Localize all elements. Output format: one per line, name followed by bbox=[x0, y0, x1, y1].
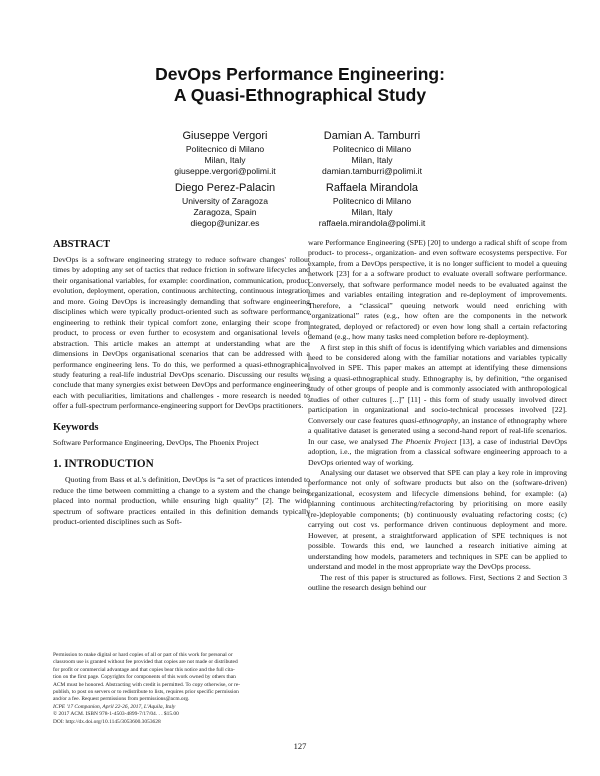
permission-line: tion on the first page. Copyrights for components of this work owned by others than bbox=[53, 674, 236, 681]
author-email[interactable]: giuseppe.vergori@polimi.it bbox=[174, 166, 276, 176]
introduction-text: Quoting from Bass et al.'s definition, DevOps is “a set of practices intended to reduce the time between committing a change to a system and the change being placed into normal production, while ensuring high quality” [2]. The wide spectrum of software practices entailed in this definition demands typically product-oriented disciplines such as Soft- bbox=[53, 475, 310, 527]
left-column bbox=[53, 238, 310, 528]
permission-line: Permission to make digital or hard copies of all or part of this work for personal or bbox=[53, 652, 233, 658]
doi-line[interactable]: DOI: http://dx.doi.org/10.1145/3053600.3053628 bbox=[53, 718, 161, 725]
author-location: Zaragoza, Spain bbox=[193, 207, 257, 217]
permission-line: for profit or commercial advantage and that copies bear this notice and the full cita- bbox=[53, 666, 235, 673]
author-location: Milan, Italy bbox=[204, 155, 246, 165]
author-block-4 bbox=[262, 182, 482, 229]
permission-line: and/or a fee. Request permissions from permissions@acm.org. bbox=[53, 696, 190, 703]
keywords-text: Software Performance Engineering, DevOps, The Phoenix Project bbox=[53, 437, 259, 447]
intro-paragraph-4: The rest of this paper is structured as follows. First, Sections 2 and Section 3 outline the research design behind our bbox=[308, 572, 567, 592]
page-number: 127 bbox=[293, 741, 307, 751]
keywords-heading: Keywords bbox=[53, 421, 99, 433]
permission-line: ACM must be honored. Abstracting with credit is permitted. To copy otherwise, or re- bbox=[53, 681, 241, 688]
permission-line: classroom use is granted without fee provided that copies are not made or distributed bbox=[53, 659, 238, 666]
introduction-heading: 1. INTRODUCTION bbox=[53, 458, 154, 471]
abstract-text: DevOps is a software engineering strategy to reduce software changes' rollout times by adopting any set of tactics that reduce friction in software lifecycles and their organisational variables, for example: coordination, communication, product evolution, deployment, operation, continuous architecting, continuous integration and more. Going DevOps is increasingly demanding that software engineering disciplines which were typically product-oriented such as software performance engineering to rethink their typical comfort zone, enlarging their scope from product, to process or even further to ecosystem and organisational levels of abstraction. This article makes an attempt at understanding what are the dimensions in DevOps organisational scenarios that can be addressed with a performance engineering lens. To do this, we performed a quasi-ethnographical study featuring a real-life industrial DevOps scenario. Discussing our results we conclude that many synergies exist between DevOps and performance engineering each with peculiarities, limitations and challenges - more research is needed to offer a full-spectrum performance-engineering support for DevOps practitioners. bbox=[53, 255, 310, 411]
author-email[interactable]: damian.tamburri@polimi.it bbox=[322, 166, 422, 176]
title-line-2: A Quasi-Ethnographical Study bbox=[173, 85, 427, 105]
text-run: , an instance of ethnography where a qualitative dataset is generated using a second-hand report of real-life scenarios. In our case, we analysed bbox=[308, 415, 567, 446]
paper-title bbox=[0, 64, 600, 106]
intro-paragraph-continued: ware Performance Engineering (SPE) [20] to undergo a radical shift of scope from product- to process-, organization- and even software ecosystems perspective. For example, from a DevOps perspective, it is no longer sufficient to model a queuing network [23] for a a software product to evaluate overall software performance. Conversely, that software performance model needs to be evaluated against the times and variables entailing integration and re-deployment of improvements. Therefore, a “classical” queuing network would need enriching with “organizational” rates (e.g., how often are the components in the network integrated, deployed or refactored) or even how long shall a certain refactoring demand (e.g., how many tasks need completion before re-deployment). bbox=[308, 238, 567, 342]
permission-notice bbox=[53, 652, 310, 726]
author-name: Diego Perez-Palacin bbox=[174, 182, 276, 194]
author-affiliation: Politecnico di Milano bbox=[332, 144, 412, 154]
emphasis-quasi-ethnography: quasi-ethnography bbox=[399, 415, 459, 425]
author-affiliation: Politecnico di Milano bbox=[185, 144, 265, 154]
intro-paragraph-2 bbox=[308, 343, 567, 468]
author-email[interactable]: raffaela.mirandola@polimi.it bbox=[318, 218, 426, 228]
text-run: A first step in this shift of focus is identifying which variables and dimensions need to be considered along with the familiar notations and variables typically involved in SPE. This paper makes an attempt at identifying these dimensions using a quasi-ethnographical study. Ethnography is, by definition, “the organised study of other groups of people and is commonly associated with anthropological studies of other cultures [...]” [11] - this form of study usually involved direct participation in organizational and socio-technical processes involved [22]. Conversely our case features bbox=[308, 342, 567, 425]
author-name: Giuseppe Vergori bbox=[182, 130, 268, 142]
text-run: [13], a case of industrial DevOps adoption, i.e., the migration from a classical software engineering approach to a DevOps oriented way of working. bbox=[308, 436, 567, 467]
author-name: Damian A. Tamburri bbox=[323, 130, 421, 142]
author-affiliation: Politecnico di Milano bbox=[332, 196, 412, 206]
author-location: Milan, Italy bbox=[351, 155, 393, 165]
abstract-heading: ABSTRACT bbox=[53, 239, 111, 250]
author-email[interactable]: diegop@unizar.es bbox=[190, 218, 260, 228]
emphasis-phoenix-project: The Phoenix Project bbox=[391, 436, 457, 446]
author-location: Milan, Italy bbox=[351, 207, 393, 217]
permission-line: publish, to post on servers or to redistribute to lists, requires prior specific permission bbox=[53, 689, 239, 696]
copyright-line: © 2017 ACM. ISBN 978-1-4503-4899-7/17/04. . . $15.00 bbox=[53, 711, 179, 718]
right-column bbox=[308, 238, 567, 593]
author-block-2 bbox=[262, 130, 482, 177]
author-name: Raffaela Mirandola bbox=[325, 182, 419, 194]
intro-paragraph-3: Analysing our dataset we observed that SPE can play a key role in improving performance not only of software products but also on the (software-driven) organizational, ecosystem and lifecycle dimensions behind, for example: (a) planning continuous architecting/refactoring by prioritising on more easily (re-)deployable components; (b) continuously evaluating refactoring costs; (c) carrying out cost vs. performance driven continuous deployment and more. However, at present, a straightforward application of SPE techniques is not possible. Towards this end, we launched a research initiative aiming at understanding how models, parameters and techniques in SPE can be applied to understand and model in the most appropriate way the DevOps process. bbox=[308, 467, 567, 572]
conference-line: ICPE '17 Companion, April 22-26, 2017, L'Aquila, Italy bbox=[53, 703, 176, 710]
title-line-1: DevOps Performance Engineering: bbox=[155, 64, 445, 84]
author-affiliation: University of Zaragoza bbox=[182, 196, 268, 206]
